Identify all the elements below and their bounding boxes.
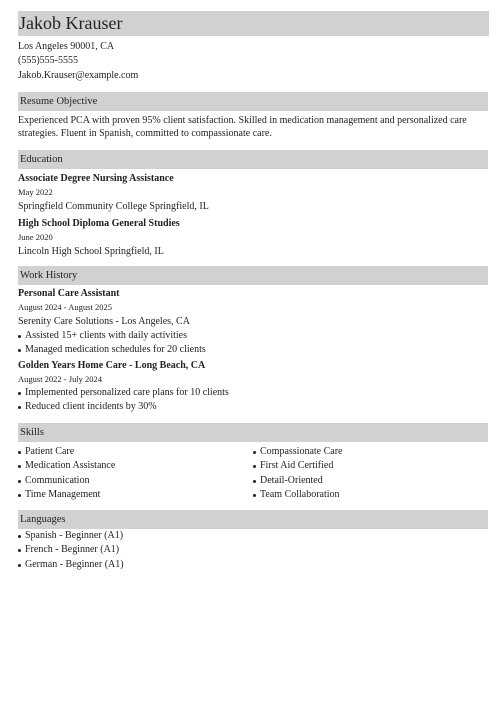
education-date: May 2022 bbox=[18, 186, 53, 197]
language-item bbox=[18, 529, 488, 544]
candidate-name: Jakob Krauser bbox=[19, 13, 123, 33]
objective-text: Experienced PCA with proven 95% client satisfaction. Skilled in medication management and personalized care strategies. Fluent in Spanish, committed to compassionate care. bbox=[18, 114, 467, 140]
job-bullet-text: Implemented personalized care plans for 10 clients bbox=[25, 386, 229, 398]
contact-block bbox=[18, 40, 488, 83]
section-header-skills: Skills bbox=[18, 423, 488, 442]
skill-text: Patient Care bbox=[25, 445, 75, 457]
skill-text: Time Management bbox=[25, 489, 101, 501]
bullet-icon bbox=[253, 494, 256, 497]
skill-text: Medication Assistance bbox=[25, 460, 116, 472]
skills-column-right bbox=[253, 445, 488, 503]
bullet-icon bbox=[18, 549, 21, 552]
job-entry bbox=[18, 287, 488, 358]
job-bullet bbox=[18, 400, 488, 415]
job-dates: August 2024 - August 2025 bbox=[18, 301, 112, 312]
bullet-icon bbox=[253, 480, 256, 483]
contact-address: Los Angeles 90001, CA bbox=[18, 41, 115, 52]
bullet-icon bbox=[18, 335, 21, 338]
job-bullet-list bbox=[18, 386, 488, 415]
skill-item bbox=[253, 474, 488, 489]
skill-item bbox=[18, 445, 253, 460]
skill-item bbox=[18, 474, 253, 489]
bullet-icon bbox=[18, 406, 21, 409]
job-dates: August 2022 - July 2024 bbox=[18, 373, 103, 384]
skill-text: Team Collaboration bbox=[260, 489, 340, 501]
skill-text: First Aid Certified bbox=[260, 460, 334, 472]
job-bullet bbox=[18, 343, 488, 358]
skill-item bbox=[253, 488, 488, 503]
job-entry bbox=[18, 359, 488, 415]
education-degree: High School Diploma General Studies bbox=[18, 217, 180, 229]
skill-text: Compassionate Care bbox=[260, 445, 343, 457]
bullet-icon bbox=[18, 349, 21, 352]
section-header-languages: Languages bbox=[18, 510, 488, 529]
section-header-objective: Resume Objective bbox=[18, 92, 488, 111]
education-degree: Associate Degree Nursing Assistance bbox=[18, 172, 174, 184]
job-bullet bbox=[18, 386, 488, 401]
job-bullet-text: Assisted 15+ clients with daily activities bbox=[25, 329, 188, 341]
education-date: June 2020 bbox=[18, 231, 53, 242]
skill-item bbox=[18, 488, 253, 503]
skill-text: Detail-Oriented bbox=[260, 474, 323, 486]
job-title: Personal Care Assistant bbox=[18, 287, 120, 299]
bullet-icon bbox=[253, 465, 256, 468]
education-school: Lincoln High School Springfield, IL bbox=[18, 245, 164, 257]
name-header-bar bbox=[18, 11, 489, 36]
skills-grid bbox=[18, 445, 488, 503]
language-item bbox=[18, 543, 488, 558]
skill-item bbox=[253, 445, 488, 460]
language-text: French - Beginner (A1) bbox=[25, 544, 120, 556]
language-item bbox=[18, 558, 488, 573]
bullet-icon bbox=[18, 451, 21, 454]
job-title: Golden Years Home Care - Long Beach, CA bbox=[18, 359, 206, 371]
skill-text: Communication bbox=[25, 474, 90, 486]
education-item bbox=[18, 172, 488, 214]
bullet-icon bbox=[18, 392, 21, 395]
bullet-icon bbox=[18, 564, 21, 567]
job-bullet-list bbox=[18, 329, 488, 358]
bullet-icon bbox=[18, 465, 21, 468]
job-bullet bbox=[18, 329, 488, 344]
job-bullet-text: Reduced client incidents by 30% bbox=[25, 401, 157, 413]
education-item bbox=[18, 217, 488, 259]
language-text: German - Beginner (A1) bbox=[25, 558, 124, 570]
section-header-education: Education bbox=[18, 150, 488, 169]
languages-list bbox=[18, 529, 488, 573]
contact-email: Jakob.Krauser@example.com bbox=[18, 69, 139, 81]
section-header-work-history: Work History bbox=[18, 266, 488, 285]
job-company: Serenity Care Solutions - Los Angeles, CA bbox=[18, 315, 190, 327]
bullet-icon bbox=[18, 480, 21, 483]
job-bullet-text: Managed medication schedules for 20 clients bbox=[25, 344, 206, 356]
bullet-icon bbox=[18, 535, 21, 538]
education-school: Springfield Community College Springfield, IL bbox=[18, 200, 209, 212]
skill-item bbox=[18, 459, 253, 474]
bullet-icon bbox=[18, 494, 21, 497]
contact-phone: (555)555-5555 bbox=[18, 55, 78, 67]
bullet-icon bbox=[253, 451, 256, 454]
language-text: Spanish - Beginner (A1) bbox=[25, 529, 124, 541]
skill-item bbox=[253, 459, 488, 474]
skills-column-left bbox=[18, 445, 253, 503]
